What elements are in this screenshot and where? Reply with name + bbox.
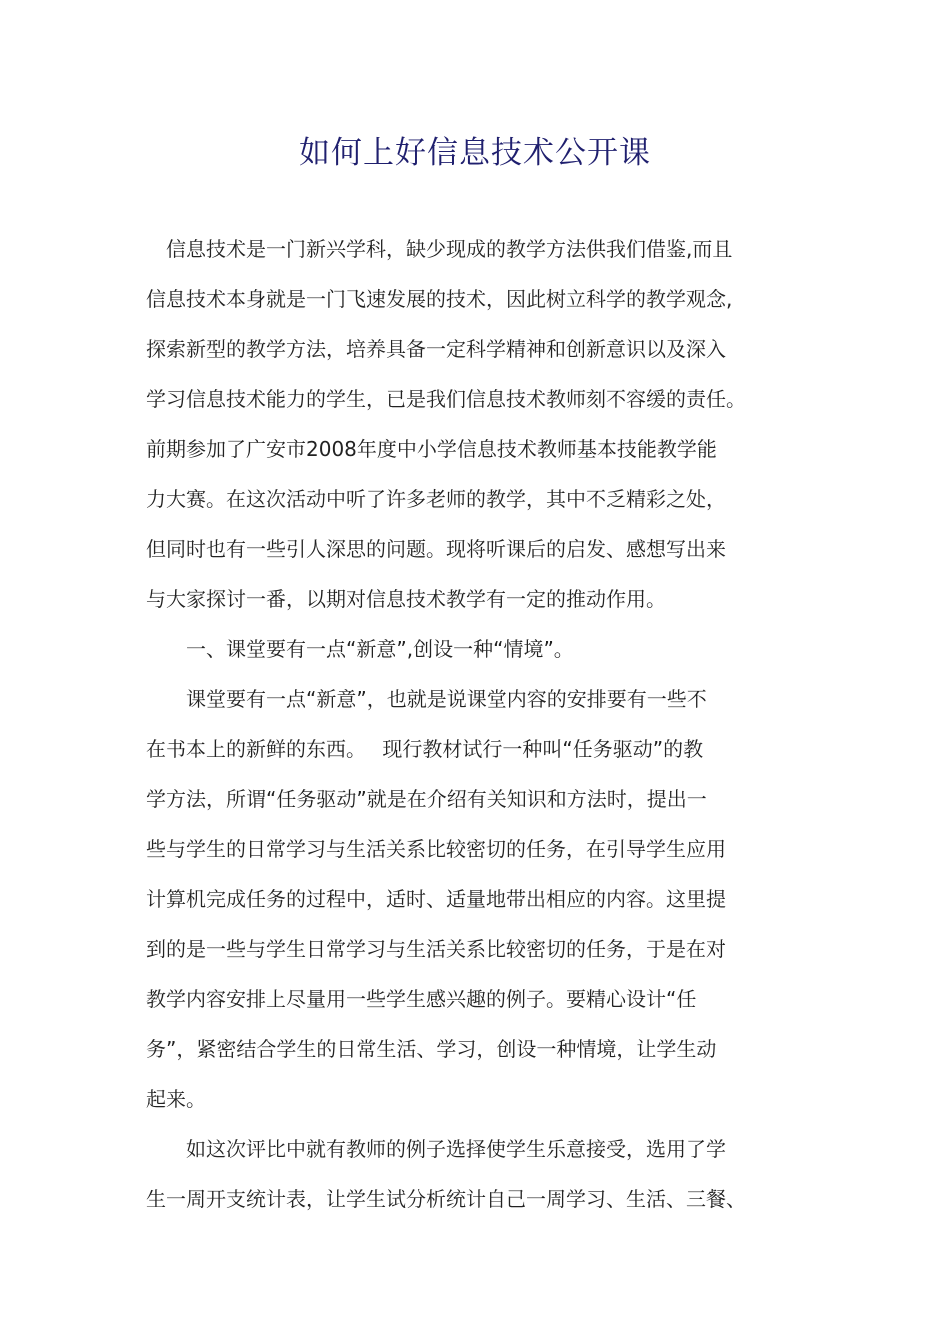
text-line: 力大赛。在这次活动中听了许多老师的教学，其中不乏精彩之处， [146,487,726,511]
text-line: 如这次评比中就有教师的例子选择使学生乐意接受，选用了学 [146,1137,726,1161]
text-line: 到的是一些与学生日常学习与生活关系比较密切的任务，于是在对 [146,937,726,961]
page-title: 如何上好信息技术公开课 [299,135,651,171]
text-line: 务”，紧密结合学生的日常生活、学习，创设一种情境，让学生动 [146,1037,717,1061]
text-line: 学习信息技术能力的学生，已是我们信息技术教师刻不容缓的责任。 [146,387,746,411]
text-line: 课堂要有一点“新意”，也就是说课堂内容的安排要有一些不 [146,687,707,711]
text-line: 生一周开支统计表，让学生试分析统计自己一周学习、生活、三餐、 [146,1187,746,1211]
text-line: 但同时也有一些引人深思的问题。现将听课后的启发、感想写出来 [146,537,726,561]
text-line: 在书本上的新鲜的东西。 现行教材试行一种叫“任务驱动”的教 [146,737,704,761]
text-line: 教学内容安排上尽量用一些学生感兴趣的例子。要精心设计“任 [146,987,697,1011]
text-line: 计算机完成任务的过程中，适时、适量地带出相应的内容。这里提 [146,887,726,911]
text-line: 与大家探讨一番，以期对信息技术教学有一定的推动作用。 [146,587,666,611]
section-heading: 一、课堂要有一点“新意”,创设一种“情境”。 [146,637,574,661]
text-line: 信息技术本身就是一门飞速发展的技术，因此树立科学的教学观念, [146,287,733,311]
text-line: 信息技术是一门新兴学科，缺少现成的教学方法供我们借鉴,而且 [146,237,733,261]
text-line: 起来。 [146,1087,206,1111]
text-line: 学方法，所谓“任务驱动”就是在介绍有关知识和方法时，提出一 [146,787,707,811]
text-line: 些与学生的日常学习与生活关系比较密切的任务，在引导学生应用 [146,837,726,861]
text-line: 探索新型的教学方法，培养具备一定科学精神和创新意识以及深入 [146,337,726,361]
text-line: 前期参加了广安市2008年度中小学信息技术教师基本技能教学能 [146,437,717,461]
